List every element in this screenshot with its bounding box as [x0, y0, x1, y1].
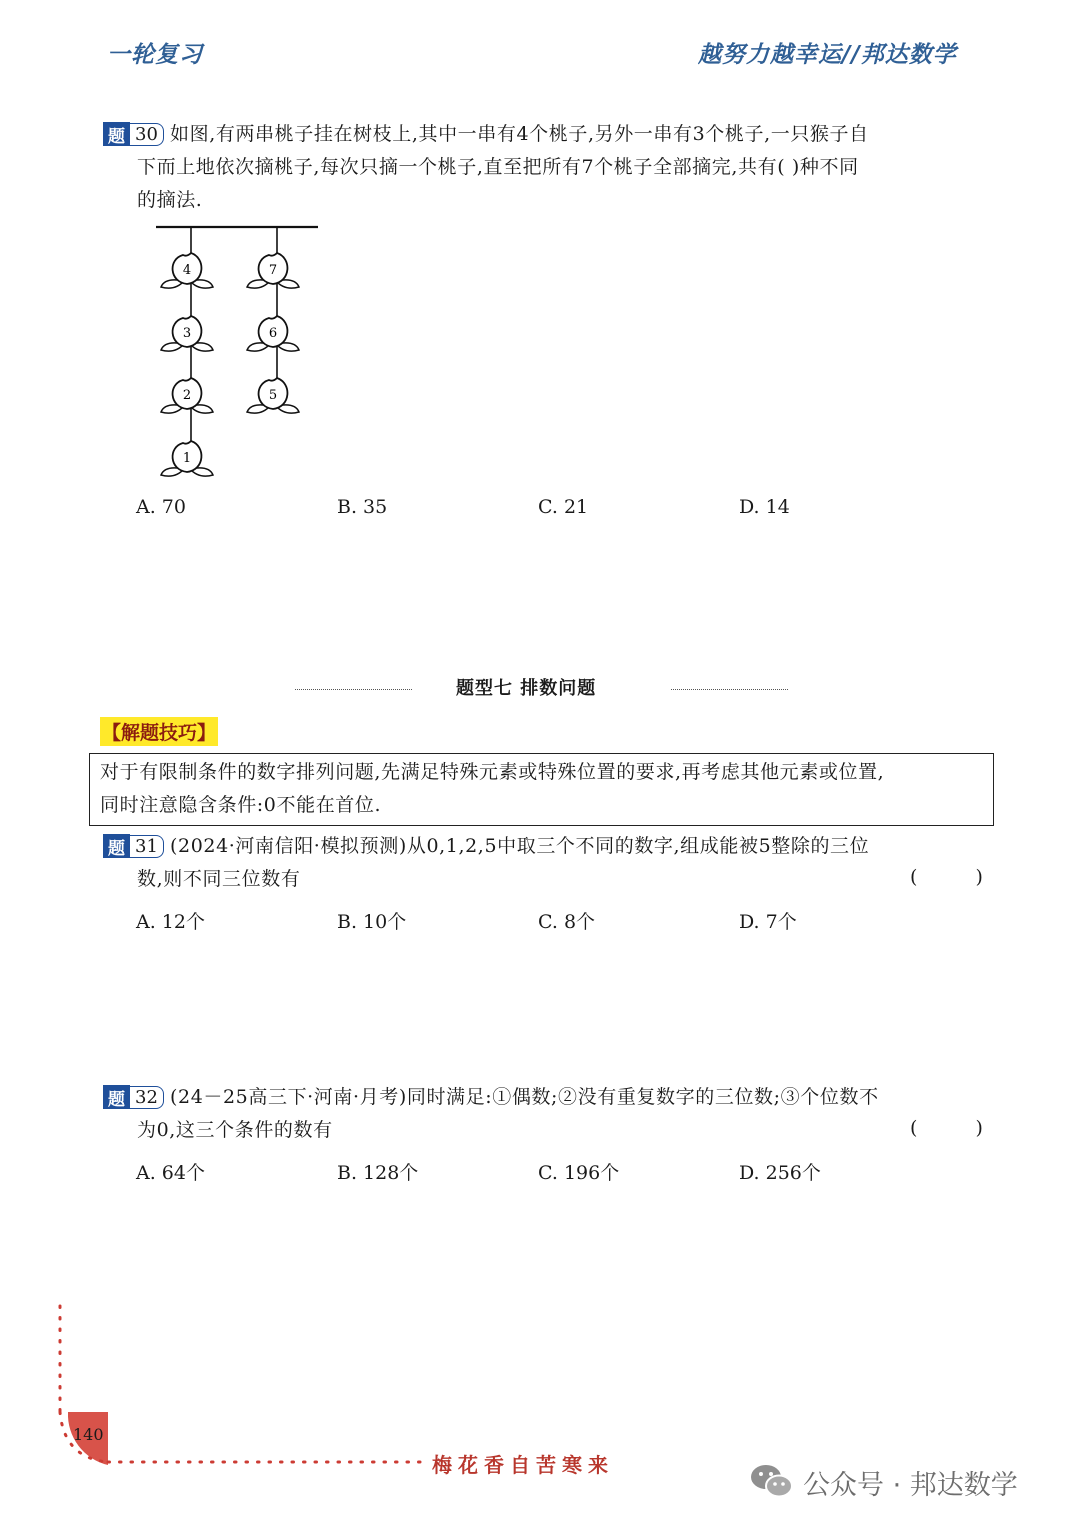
question-30-option-c: C. 21 — [538, 496, 589, 518]
peach-right-6 — [247, 316, 299, 351]
question-tag-label: 题 — [103, 1085, 130, 1109]
question-number: 32 — [130, 1086, 164, 1109]
peach-label: 2 — [182, 388, 192, 403]
peach-left-3 — [161, 316, 213, 351]
peach-diagram — [150, 220, 330, 485]
wechat-icon — [748, 1461, 796, 1501]
question-32-option-a: A. 64个 — [136, 1162, 205, 1184]
footer-decoration — [50, 1300, 440, 1475]
question-30-tag — [103, 122, 164, 146]
peach-label: 3 — [182, 326, 192, 341]
question-30-option-a: A. 70 — [136, 496, 186, 518]
footer-motto: 梅花香自苦寒来 — [432, 1453, 614, 1477]
peach-left-1 — [161, 441, 213, 476]
question-31-line-2: 数,则不同三位数有 — [137, 868, 301, 890]
question-32-line-2: 为0,这三个条件的数有 — [137, 1119, 333, 1141]
question-32-line-1: (24－25高三下·河南·月考)同时满足:①偶数;②没有重复数字的三位数;③个位数不 — [170, 1086, 879, 1108]
question-31-option-a: A. 12个 — [136, 911, 205, 933]
tips-line-1: 对于有限制条件的数字排列问题,先满足特殊元素或特殊位置的要求,再考虑其他元素或位置, — [100, 761, 885, 783]
peach-label: 7 — [268, 263, 278, 278]
peach-label: 4 — [182, 263, 192, 278]
tips-line-2: 同时注意隐含条件:0不能在首位. — [100, 794, 382, 816]
question-32-option-c: C. 196个 — [538, 1162, 620, 1184]
question-number: 31 — [130, 835, 164, 858]
question-32-tag — [103, 1085, 164, 1109]
question-32-option-d: D. 256个 — [739, 1162, 821, 1184]
question-tag-label: 题 — [103, 122, 130, 146]
watermark-text: 公众号 · 邦达数学 — [803, 1470, 1018, 1501]
question-tag-label: 题 — [103, 834, 130, 858]
peach-right-5 — [247, 378, 299, 413]
section-title: 题型七 排数问题 — [456, 678, 597, 699]
question-31-line-1: (2024·河南信阳·模拟预测)从0,1,2,5中取三个不同的数字,组成能被5整除的三位 — [170, 835, 870, 857]
question-31-option-c: C. 8个 — [538, 911, 596, 933]
tips-box — [89, 753, 994, 826]
question-30-line-3: 的摘法. — [137, 189, 203, 211]
question-31-answer-paren: ( ) — [910, 866, 1009, 888]
question-30-option-b: B. 35 — [337, 496, 388, 518]
page-number: 140 — [73, 1425, 104, 1444]
question-30-line-1: 如图,有两串桃子挂在树枝上,其中一串有4个桃子,另外一串有3个桃子,一只猴子自 — [170, 123, 869, 145]
peach-left-2 — [161, 378, 213, 413]
header-left: 一轮复习 — [107, 42, 203, 68]
question-30-line-2: 下而上地依次摘桃子,每次只摘一个桃子,直至把所有7个桃子全部摘完,共有( )种不同 — [137, 156, 859, 178]
peach-label: 1 — [182, 451, 192, 466]
peach-right-7 — [247, 253, 299, 288]
question-32-answer-paren: ( ) — [910, 1117, 1009, 1139]
question-number: 30 — [130, 123, 164, 146]
tips-label: 【解题技巧】 — [100, 717, 218, 746]
question-30-option-d: D. 14 — [739, 496, 790, 518]
header-right: 越努力越幸运//邦达数学 — [698, 42, 957, 68]
question-32-option-b: B. 128个 — [337, 1162, 419, 1184]
section-divider-left — [295, 689, 412, 690]
peach-label: 6 — [268, 326, 278, 341]
question-31-option-d: D. 7个 — [739, 911, 797, 933]
section-divider-right — [671, 689, 788, 690]
peach-left-4 — [161, 253, 213, 288]
question-31-tag — [103, 834, 164, 858]
peach-label: 5 — [268, 388, 278, 403]
question-31-option-b: B. 10个 — [337, 911, 407, 933]
